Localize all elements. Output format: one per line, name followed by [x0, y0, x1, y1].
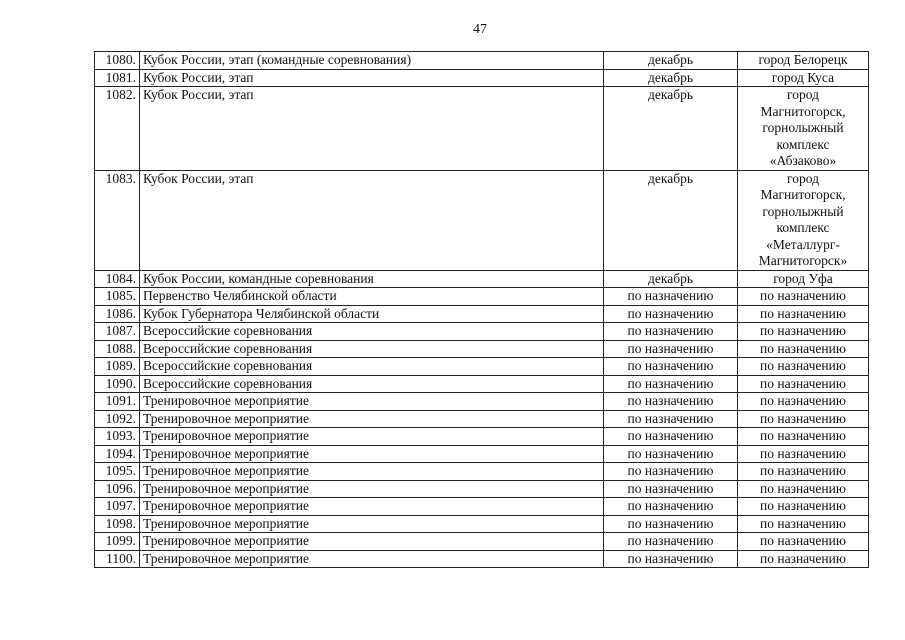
row-number-cell: 1092. [95, 410, 140, 428]
events-table [94, 51, 869, 568]
event-name-cell: Кубок России, этап (командные соревнования) [140, 52, 604, 70]
event-place-cell: по назначению [738, 288, 869, 306]
row-number-cell: 1098. [95, 515, 140, 533]
event-name-cell: Первенство Челябинской области [140, 288, 604, 306]
event-place-cell: по назначению [738, 393, 869, 411]
event-place-cell: по назначению [738, 428, 869, 446]
event-date-cell: по назначению [604, 515, 738, 533]
row-number-cell: 1087. [95, 323, 140, 341]
row-number-cell: 1083. [95, 170, 140, 270]
row-number-cell: 1095. [95, 463, 140, 481]
event-name-cell: Кубок Губернатора Челябинской области [140, 305, 604, 323]
event-place-cell: по назначению [738, 498, 869, 516]
event-date-cell: по назначению [604, 323, 738, 341]
events-table-body [95, 52, 869, 568]
row-number-cell: 1090. [95, 375, 140, 393]
row-number-cell: 1099. [95, 533, 140, 551]
event-name-cell: Тренировочное мероприятие [140, 393, 604, 411]
event-name-cell: Кубок России, командные соревнования [140, 270, 604, 288]
table-row [95, 533, 869, 551]
table-row [95, 480, 869, 498]
table-row [95, 69, 869, 87]
event-place-cell: по назначению [738, 463, 869, 481]
table-row [95, 410, 869, 428]
event-date-cell: декабрь [604, 69, 738, 87]
event-date-cell: по назначению [604, 463, 738, 481]
table-row [95, 550, 869, 568]
event-place-cell: по назначению [738, 515, 869, 533]
event-date-cell: по назначению [604, 305, 738, 323]
event-place-cell: по назначению [738, 533, 869, 551]
event-place-cell: по назначению [738, 305, 869, 323]
event-name-cell: Кубок России, этап [140, 69, 604, 87]
event-date-cell: декабрь [604, 87, 738, 171]
row-number-cell: 1097. [95, 498, 140, 516]
event-name-cell: Тренировочное мероприятие [140, 498, 604, 516]
event-date-cell: по назначению [604, 480, 738, 498]
event-name-cell: Всероссийские соревнования [140, 375, 604, 393]
event-place-cell: по назначению [738, 340, 869, 358]
table-row [95, 463, 869, 481]
page-number: 47 [473, 22, 487, 37]
table-row [95, 375, 869, 393]
event-date-cell: по назначению [604, 340, 738, 358]
event-name-cell: Тренировочное мероприятие [140, 445, 604, 463]
event-date-cell: по назначению [604, 410, 738, 428]
event-name-cell: Тренировочное мероприятие [140, 428, 604, 446]
row-number-cell: 1100. [95, 550, 140, 568]
row-number-cell: 1091. [95, 393, 140, 411]
event-name-cell: Всероссийские соревнования [140, 340, 604, 358]
row-number-cell: 1089. [95, 358, 140, 376]
event-date-cell: по назначению [604, 393, 738, 411]
table-row [95, 515, 869, 533]
row-number-cell: 1096. [95, 480, 140, 498]
table-row [95, 340, 869, 358]
row-number-cell: 1093. [95, 428, 140, 446]
table-row [95, 498, 869, 516]
event-place-cell: по назначению [738, 445, 869, 463]
table-row [95, 87, 869, 171]
event-name-cell: Всероссийские соревнования [140, 323, 604, 341]
event-place-cell: по назначению [738, 480, 869, 498]
event-name-cell: Тренировочное мероприятие [140, 463, 604, 481]
event-date-cell: по назначению [604, 288, 738, 306]
event-date-cell: по назначению [604, 498, 738, 516]
event-name-cell: Тренировочное мероприятие [140, 533, 604, 551]
table-row [95, 170, 869, 270]
row-number-cell: 1086. [95, 305, 140, 323]
event-place-cell: по назначению [738, 358, 869, 376]
event-name-cell: Кубок России, этап [140, 170, 604, 270]
table-row [95, 52, 869, 70]
row-number-cell: 1080. [95, 52, 140, 70]
event-date-cell: по назначению [604, 550, 738, 568]
event-place-cell: город Белорецк [738, 52, 869, 70]
event-name-cell: Тренировочное мероприятие [140, 550, 604, 568]
event-place-cell: город Магнитогорск, горнолыжный комплекс «Абзаково» [738, 87, 869, 171]
row-number-cell: 1082. [95, 87, 140, 171]
event-place-cell: по назначению [738, 550, 869, 568]
event-place-cell: город Магнитогорск, горнолыжный комплекс «Металлург- Магнитогорск» [738, 170, 869, 270]
row-number-cell: 1088. [95, 340, 140, 358]
table-row [95, 288, 869, 306]
event-date-cell: декабрь [604, 170, 738, 270]
event-place-cell: город Куса [738, 69, 869, 87]
table-row [95, 305, 869, 323]
table-row [95, 323, 869, 341]
event-date-cell: декабрь [604, 52, 738, 70]
event-place-cell: по назначению [738, 410, 869, 428]
row-number-cell: 1084. [95, 270, 140, 288]
event-date-cell: по назначению [604, 428, 738, 446]
event-date-cell: по назначению [604, 445, 738, 463]
table-row [95, 393, 869, 411]
event-name-cell: Тренировочное мероприятие [140, 480, 604, 498]
event-name-cell: Тренировочное мероприятие [140, 515, 604, 533]
event-date-cell: по назначению [604, 375, 738, 393]
table-row [95, 428, 869, 446]
event-name-cell: Кубок России, этап [140, 87, 604, 171]
event-date-cell: по назначению [604, 533, 738, 551]
event-place-cell: город Уфа [738, 270, 869, 288]
event-date-cell: декабрь [604, 270, 738, 288]
table-row [95, 445, 869, 463]
event-date-cell: по назначению [604, 358, 738, 376]
event-name-cell: Всероссийские соревнования [140, 358, 604, 376]
event-place-cell: по назначению [738, 323, 869, 341]
row-number-cell: 1094. [95, 445, 140, 463]
event-name-cell: Тренировочное мероприятие [140, 410, 604, 428]
table-row [95, 358, 869, 376]
event-place-cell: по назначению [738, 375, 869, 393]
row-number-cell: 1085. [95, 288, 140, 306]
table-row [95, 270, 869, 288]
row-number-cell: 1081. [95, 69, 140, 87]
